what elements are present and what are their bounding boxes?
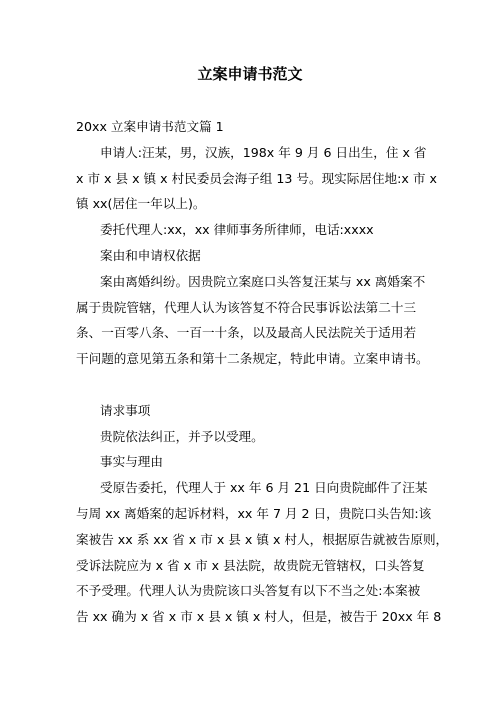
text-line: 条、一百零八条、一百一十条，以及最高人民法院关于适用若 [76, 325, 417, 341]
text-line: 贵院依法纠正，并予以受理。 [100, 428, 264, 444]
text-line: 请求事项 [100, 402, 151, 418]
text-line: 申请人:汪某，男，汉族，198x 年 9 月 6 日出生，住 x 省 [100, 144, 427, 160]
text-line: 告 xx 确为 x 省 x 市 x 县 x 镇 x 村人，但是，被告于 20xx 年 8 [76, 609, 442, 625]
document-body [76, 114, 449, 630]
section-heading: 20xx 立案申请书范文篇 1 [76, 119, 224, 134]
text-line: 受诉法院应为 x 省 x 市 x 县法院，故贵院无管辖权，口头答复 [76, 557, 425, 573]
text-line: 镇 xx(居住一年以上)。 [76, 196, 206, 212]
paragraph-lines [76, 140, 449, 630]
text-line: 属于贵院管辖，代理人认为该答复不符合民事诉讼法第二十三 [76, 299, 417, 315]
document-title: 立案申请书范文 [197, 65, 303, 83]
text-line: 事实与理由 [100, 454, 163, 470]
text-line: 干问题的意见第五条和第十二条规定，特此申请。立案申请书。 [76, 351, 429, 367]
text-line: x 市 x 县 x 镇 x 村民委员会海子组 13 号。现实际居住地:x 市 x [76, 170, 437, 186]
text-line: 受原告委托，代理人于 xx 年 6 月 21 日向贵院邮件了汪某 [100, 480, 428, 496]
blank-line [76, 372, 432, 398]
text-line: 委托代理人:xx，xx 律师事务所律师，电话:xxxx [100, 222, 374, 238]
text-line: 不予受理。代理人认为贵院该口头答复有以下不当之处:本案被 [76, 583, 421, 599]
text-line: 案由离婚纠纷。因贵院立案庭口头答复汪某与 xx 离婚案不 [100, 273, 426, 289]
text-line: 案被告 xx 系 xx 省 x 市 x 县 x 镇 x 村人，根据原告就被告原则， [76, 531, 449, 547]
text-line: 案由和申请权依据 [100, 247, 201, 263]
text-line: 与周 xx 离婚案的起诉材料，xx 年 7 月 2 日，贵院口头告知:该 [76, 505, 432, 521]
